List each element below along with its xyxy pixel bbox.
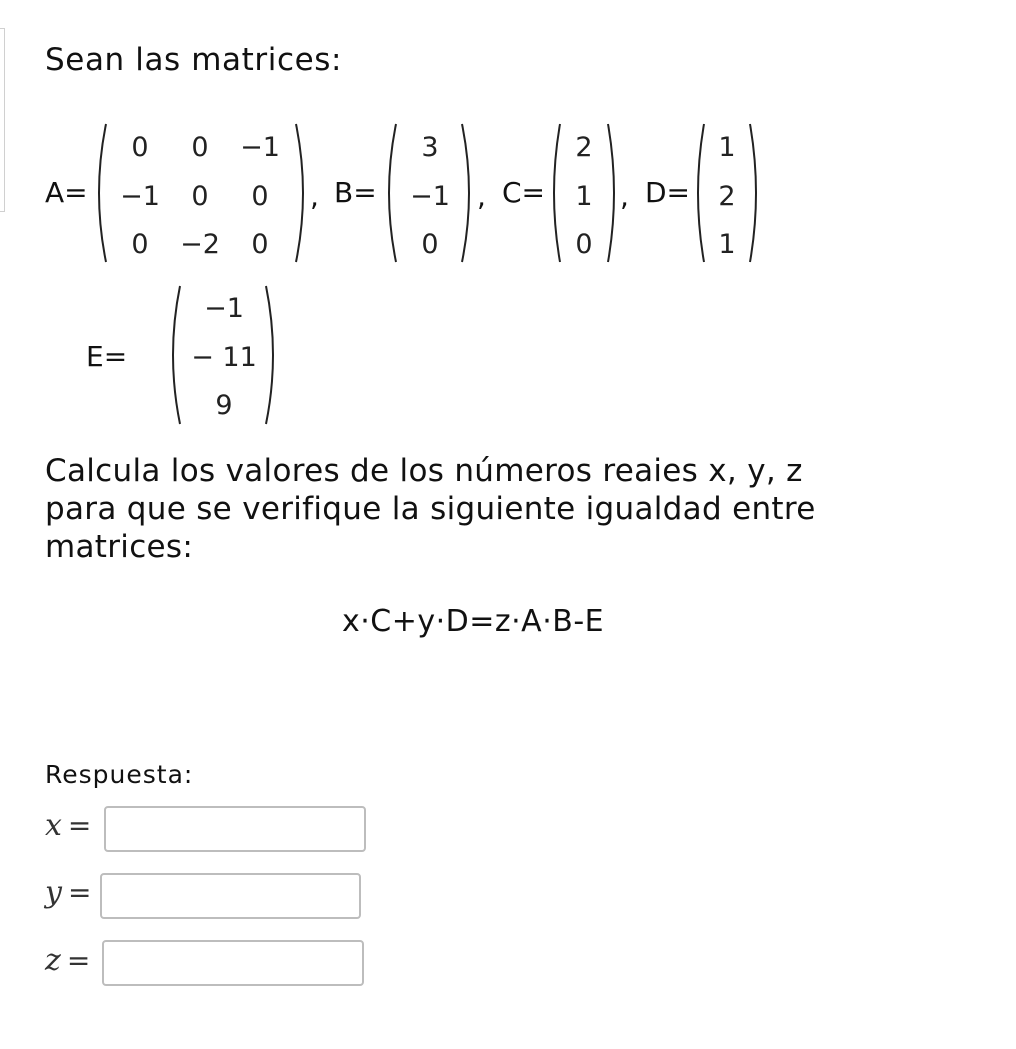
matrix-b-cell: −1 bbox=[410, 181, 450, 212]
matrix-e bbox=[166, 280, 282, 430]
answer-row-y bbox=[45, 875, 91, 910]
matrix-a-cell: 0 bbox=[251, 181, 269, 212]
matrix-b bbox=[382, 118, 478, 268]
var-x-label: x bbox=[45, 808, 62, 843]
problem-line: matrices: bbox=[45, 529, 194, 565]
side-tab-edge bbox=[0, 28, 5, 212]
equals-sign: = bbox=[67, 876, 92, 909]
z-answer-input[interactable] bbox=[102, 940, 364, 986]
matrix-a-cell: 0 bbox=[131, 132, 149, 163]
matrix-e-cell: − 11 bbox=[191, 342, 257, 373]
matrix-a-cell: −1 bbox=[120, 181, 160, 212]
matrix-d-label: D= bbox=[645, 176, 691, 209]
y-answer-input[interactable] bbox=[100, 873, 361, 919]
matrix-c-cell: 0 bbox=[575, 229, 593, 260]
equation: x·C+y·D=z·A·B-E bbox=[342, 604, 605, 639]
matrix-a-cell: 0 bbox=[191, 181, 209, 212]
matrix-a-cell: −2 bbox=[180, 229, 220, 260]
matrix-c bbox=[548, 118, 620, 268]
separator-comma: , bbox=[620, 180, 629, 213]
answer-row-z bbox=[45, 943, 90, 978]
problem-line: para que se verifique la siguiente igualdad entre bbox=[45, 491, 816, 527]
matrix-b-cell: 3 bbox=[421, 132, 439, 163]
matrix-a-label: A= bbox=[45, 176, 88, 209]
matrix-c-cell: 2 bbox=[575, 132, 593, 163]
problem-line: Calcula los valores de los números reaies x, y, z bbox=[45, 453, 803, 489]
matrix-e-cell: 9 bbox=[215, 390, 233, 421]
matrix-a-cell: −1 bbox=[240, 132, 280, 163]
matrix-c-cell: 1 bbox=[575, 181, 593, 212]
var-y-label: y bbox=[45, 875, 62, 910]
matrix-b-cell: 0 bbox=[421, 229, 439, 260]
matrix-a-cell: 0 bbox=[251, 229, 269, 260]
matrix-b-label: B= bbox=[334, 176, 377, 209]
separator-comma: , bbox=[310, 180, 319, 213]
matrix-a bbox=[92, 118, 314, 268]
matrix-d-cell: 1 bbox=[718, 132, 736, 163]
answer-label: Respuesta: bbox=[45, 760, 194, 789]
answer-row-x bbox=[45, 808, 91, 843]
var-z-label: z bbox=[45, 943, 61, 978]
matrix-e-label: E= bbox=[86, 340, 128, 373]
matrix-d-cell: 2 bbox=[718, 181, 736, 212]
matrix-a-cell: 0 bbox=[191, 132, 209, 163]
equals-sign: = bbox=[67, 809, 92, 842]
problem-statement bbox=[45, 452, 905, 566]
intro-text: Sean las matrices: bbox=[45, 42, 343, 78]
separator-comma: , bbox=[477, 180, 486, 213]
matrix-d bbox=[692, 118, 762, 268]
matrix-e-cell: −1 bbox=[204, 293, 244, 324]
x-answer-input[interactable] bbox=[104, 806, 366, 852]
matrix-c-label: C= bbox=[502, 176, 546, 209]
matrix-d-cell: 1 bbox=[718, 229, 736, 260]
equals-sign: = bbox=[66, 944, 91, 977]
matrix-a-cell: 0 bbox=[131, 229, 149, 260]
